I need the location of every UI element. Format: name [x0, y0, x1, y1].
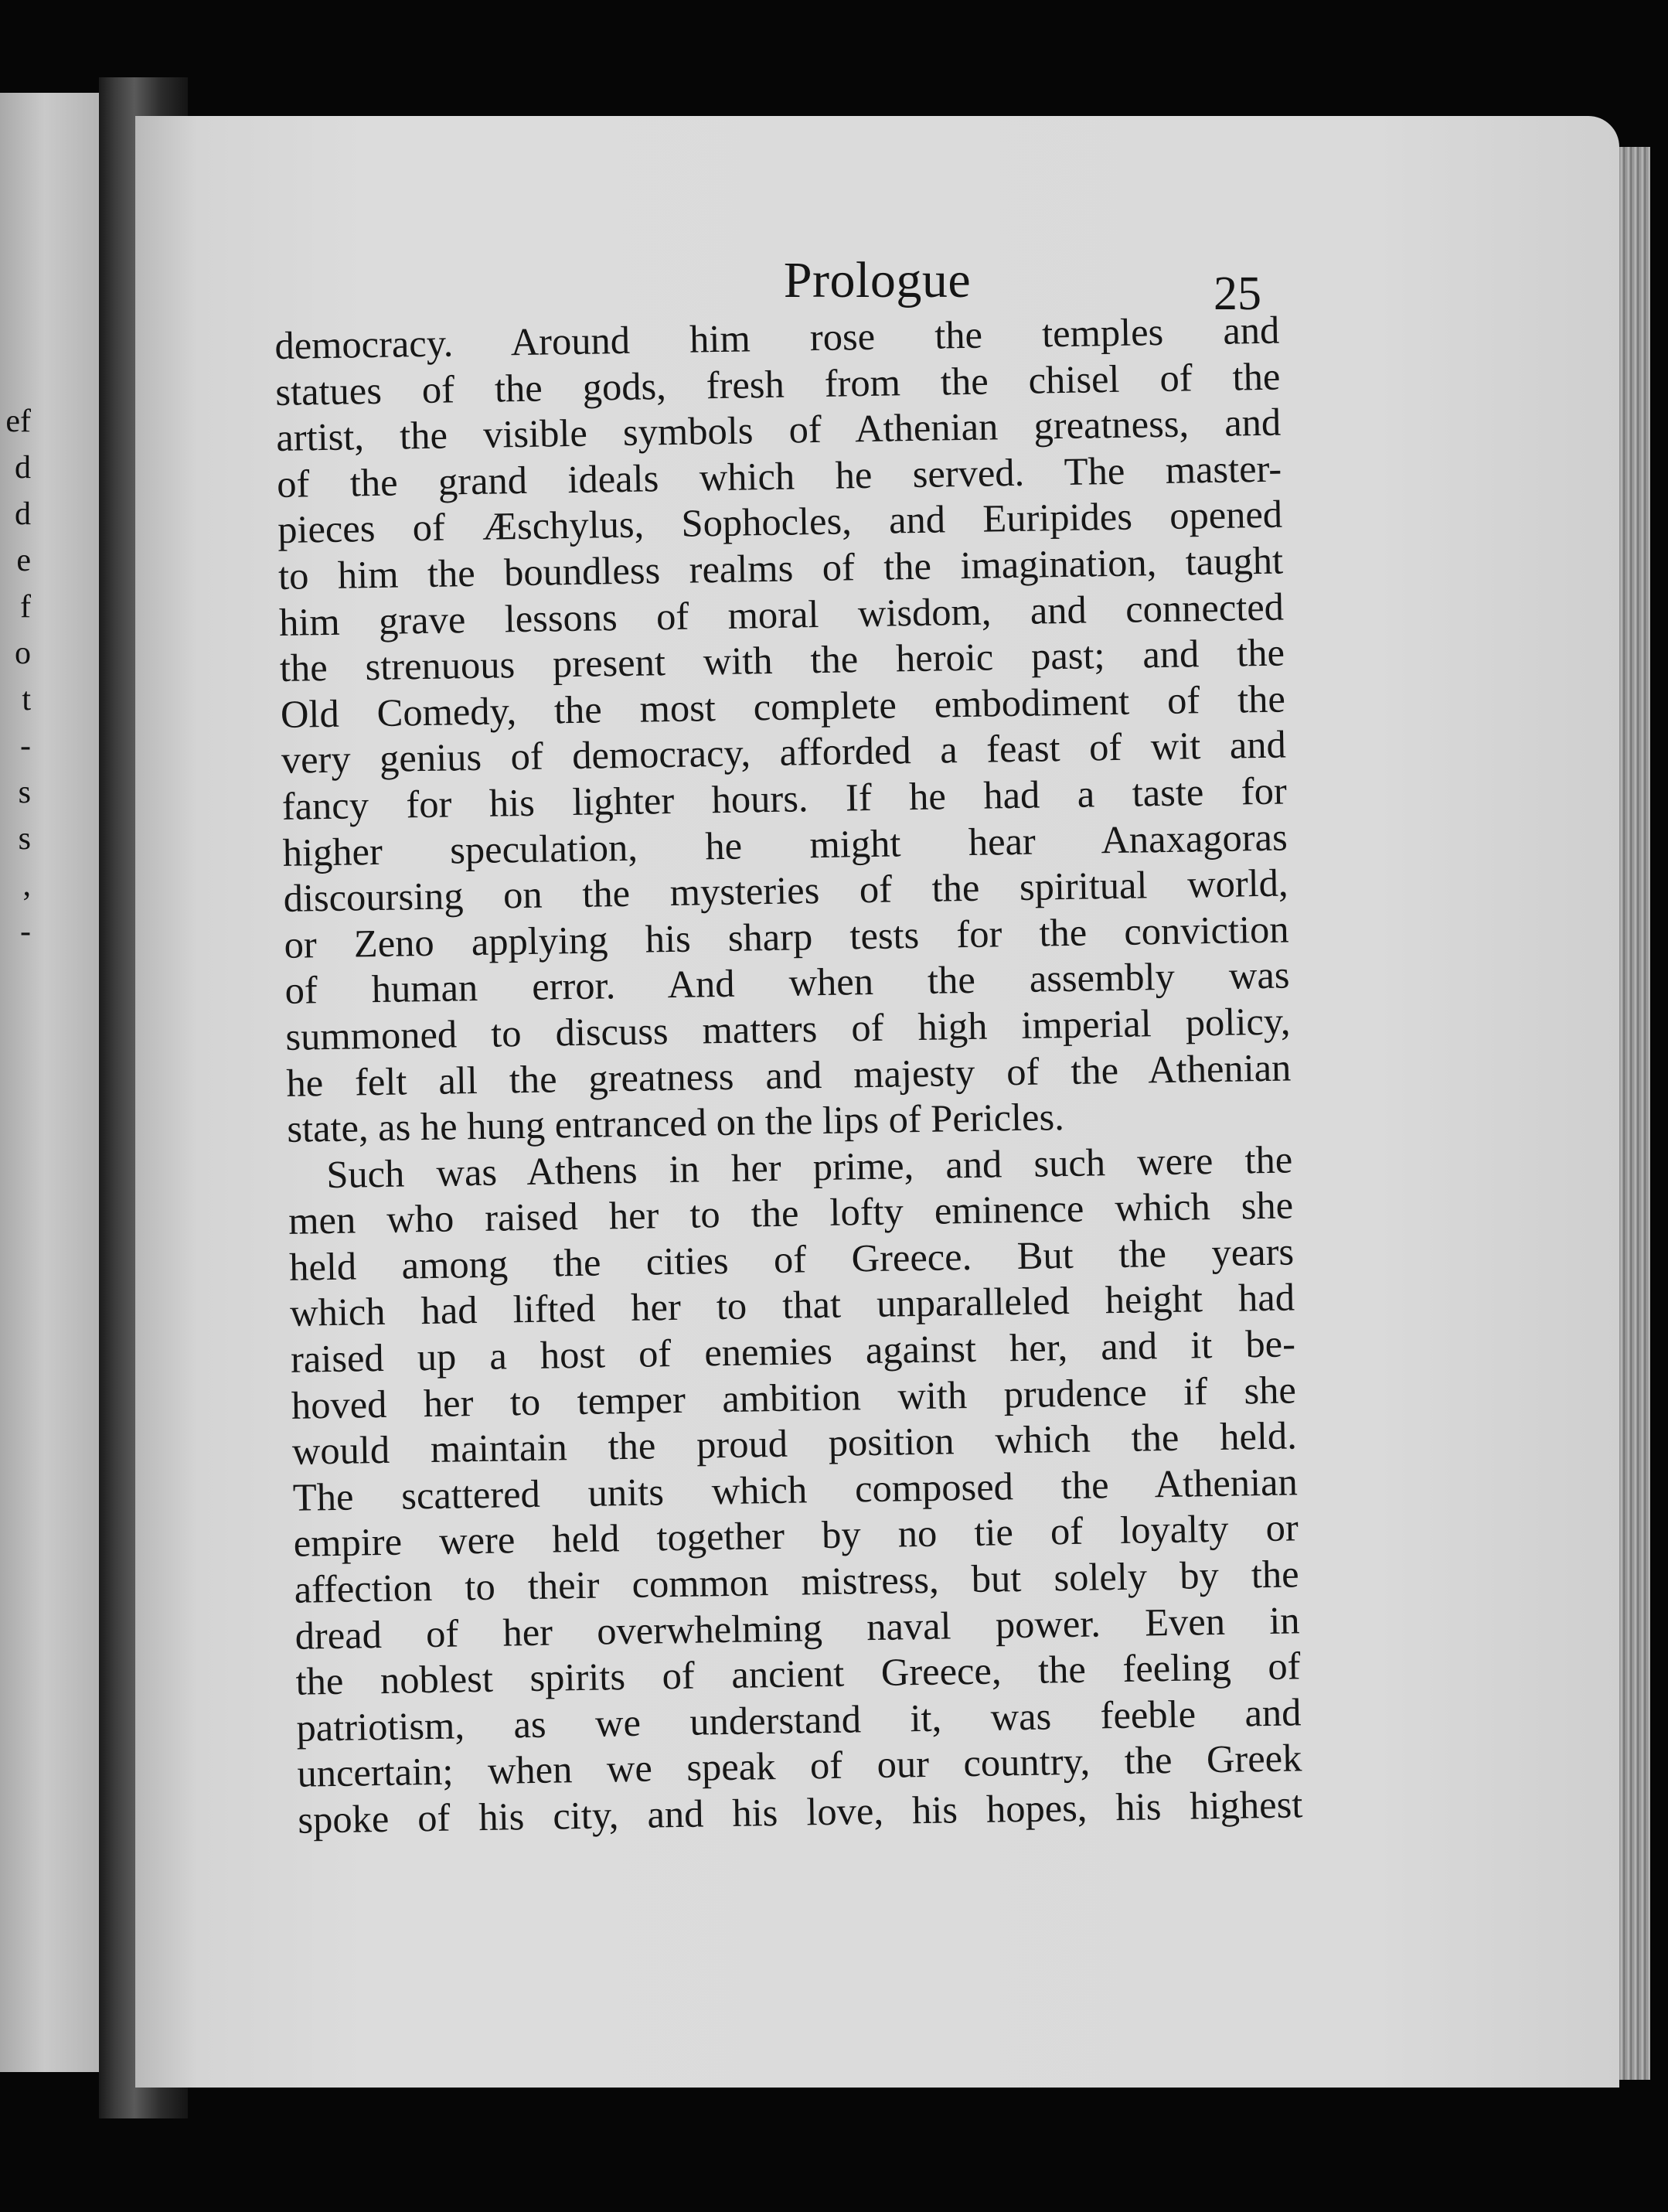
text-line: men who raised her to the lofty eminence which she	[288, 1183, 1294, 1243]
text-line: very genius of democracy, afforded a feast of wit and	[281, 722, 1287, 782]
text-line: to him the boundless realms of the imagination, taught	[277, 538, 1284, 598]
text-line: which had lifted her to that unparalleled height had	[289, 1275, 1295, 1335]
text-line: or Zeno applying his sharp tests for the conviction	[284, 907, 1289, 966]
left-page-fragment: ef	[5, 404, 31, 439]
left-page-fragment: s	[18, 821, 31, 857]
text-line: state, as he hung entranced on the lips of Pericles.	[286, 1095, 1065, 1150]
text-line: statues of the gods, fresh from the chisel of the	[274, 354, 1281, 414]
text-line: democracy. Around him rose the temples and	[274, 308, 1280, 367]
left-page-fragment: ,	[22, 867, 31, 903]
text-line: empire were held together by no tie of loyalty or	[293, 1505, 1299, 1566]
left-facing-page	[0, 93, 99, 2072]
page-number: 25	[1214, 268, 1261, 320]
text-line: discoursing on the mysteries of the spiritual world,	[283, 861, 1288, 921]
text-line: fancy for his lighter hours. If he had a taste for	[281, 769, 1288, 828]
text-line: spoke of his city, and his love, his hopes, his highest	[297, 1782, 1303, 1842]
page-edges	[1619, 147, 1650, 2080]
text-line: summoned to discuss matters of high imperial policy,	[285, 999, 1291, 1058]
text-line: held among the cities of Greece. But the years	[288, 1229, 1295, 1289]
text-line: pieces of Æschylus, Sophocles, and Euripides opened	[277, 492, 1283, 552]
text-line: of human error. And when the assembly was	[284, 953, 1290, 1013]
text-line: patriotism, as we understand it, was feeble and	[296, 1690, 1302, 1750]
text-line: the noblest spirits of ancient Greece, the feeling of	[295, 1644, 1301, 1703]
text-line: The scattered units which composed the Athenian	[292, 1460, 1299, 1519]
running-head: Prologue	[783, 252, 972, 308]
left-page-fragment: d	[15, 496, 31, 532]
text-line: of the grand ideals which he served. The master-	[276, 446, 1282, 506]
text-line: hoved her to temper ambition with prudence if she	[291, 1368, 1297, 1427]
text-line: affection to their common mistress, but solely by the	[294, 1552, 1300, 1611]
text-line: the strenuous present with the heroic past; and the	[279, 630, 1285, 690]
text-line: Old Comedy, the most complete embodiment of the	[280, 677, 1286, 736]
text-line: he felt all the greatness and majesty of the Athenian	[285, 1045, 1292, 1105]
body-text	[274, 308, 1303, 1869]
left-page-fragment: -	[20, 728, 31, 764]
text-line: dread of her overwhelming naval power. Even in	[294, 1597, 1300, 1658]
left-page-fragment: d	[15, 450, 31, 486]
text-line: raised up a host of enemies against her, and it be-	[290, 1321, 1296, 1381]
text-line: would maintain the proud position which the held.	[291, 1413, 1298, 1474]
left-page-fragment: f	[20, 589, 31, 625]
left-page-fragment: -	[20, 914, 31, 949]
text-line: higher speculation, he might hear Anaxagoras	[282, 815, 1288, 874]
left-page-fragment: o	[15, 636, 31, 671]
left-page-fragment: t	[22, 682, 31, 717]
text-line: him grave lessons of moral wisdom, and connected	[278, 585, 1285, 644]
text-line: uncertain; when we speak of our country, the Greek	[297, 1736, 1302, 1796]
left-page-clipped-text	[0, 398, 31, 955]
left-page-fragment: e	[16, 543, 31, 578]
text-line: artist, the visible symbols of Athenian greatness, and	[275, 400, 1282, 460]
left-page-fragment: s	[18, 775, 31, 810]
text-line: Such was Athens in her prime, and such were the	[325, 1137, 1293, 1196]
